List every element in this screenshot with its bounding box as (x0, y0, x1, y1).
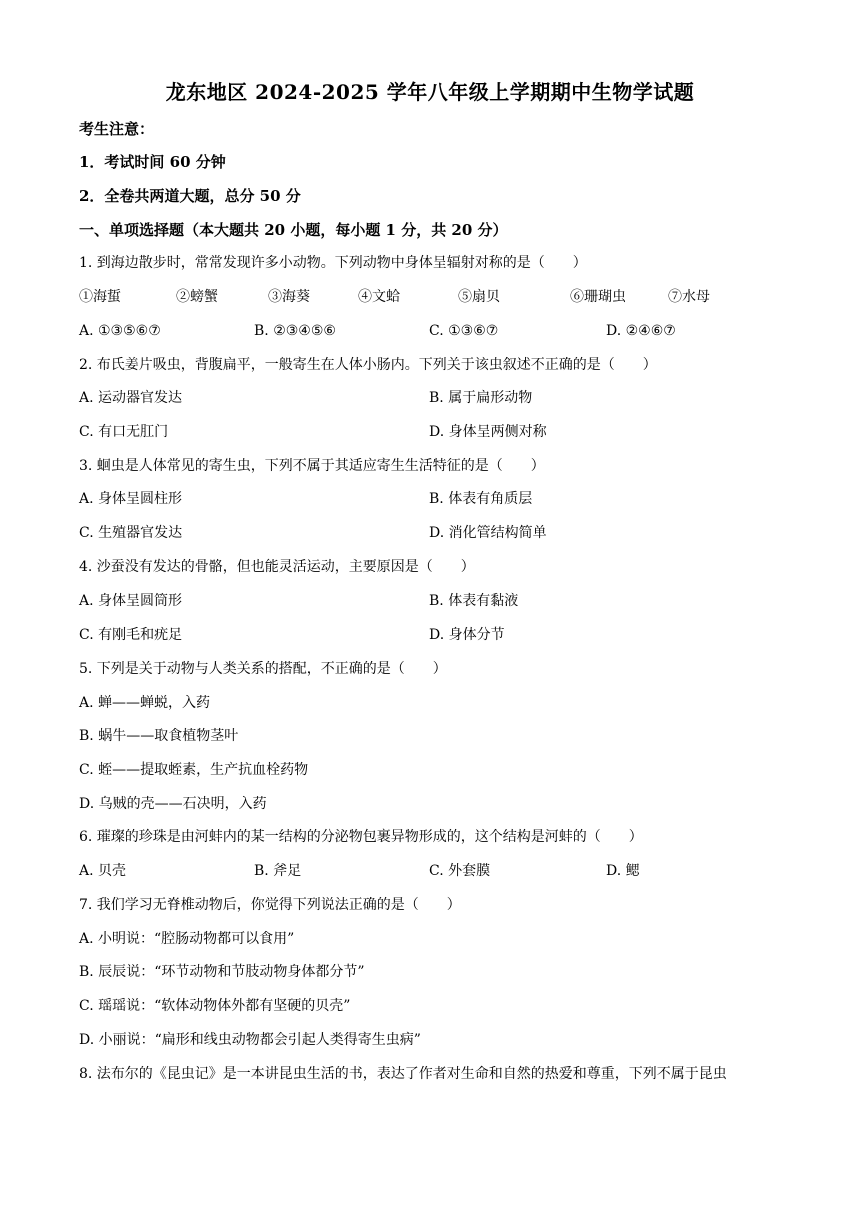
q5-option-b: B. 蜗牛——取食植物茎叶 (79, 728, 239, 744)
question-4-stem: 4. 沙蚕没有发达的骨骼，但也能灵活运动，主要原因是（ ） (79, 559, 475, 575)
q1-item-5: ⑤扇贝 (458, 289, 500, 305)
q2-option-c: C. 有口无肛门 (79, 424, 169, 440)
notice-item-2: 2．全卷共两道大题，总分 50 分 (79, 187, 301, 205)
question-3-stem: 3. 蛔虫是人体常见的寄生虫，下列不属于其适应寄生生活特征的是（ ） (79, 458, 545, 474)
question-6-stem: 6. 璀璨的珍珠是由河蚌内的某一结构的分泌物包裹异物形成的，这个结构是河蚌的（ ） (79, 829, 643, 845)
q5-option-c: C. 蛭——提取蛭素，生产抗血栓药物 (79, 762, 309, 778)
q3-option-a: A. 身体呈圆柱形 (79, 491, 183, 507)
q6-option-c: C. 外套膜 (429, 863, 491, 879)
q1-option-a: A. ①③⑤⑥⑦ (79, 323, 161, 339)
question-1-stem: 1. 到海边散步时，常常发现许多小动物。下列动物中身体呈辐射对称的是（ ） (79, 255, 587, 271)
q1-option-b: B. ②③④⑤⑥ (254, 323, 336, 339)
q1-item-6: ⑥珊瑚虫 (570, 289, 626, 305)
question-5-stem: 5. 下列是关于动物与人类关系的搭配，不正确的是（ ） (79, 661, 447, 677)
q1-item-1: ①海蜇 (79, 289, 121, 305)
q3-option-c: C. 生殖器官发达 (79, 525, 183, 541)
q1-item-2: ②螃蟹 (176, 289, 218, 305)
q3-option-b: B. 体表有角质层 (429, 491, 533, 507)
q1-option-d: D. ②④⑥⑦ (606, 323, 676, 339)
q3-option-d: D. 消化管结构简单 (429, 525, 547, 541)
q6-option-b: B. 斧足 (254, 863, 302, 879)
q4-option-a: A. 身体呈圆筒形 (79, 593, 183, 609)
question-8-stem: 8. 法布尔的《昆虫记》是一本讲昆虫生活的书，表达了作者对生命和自然的热爱和尊重，下列不属于昆虫 (79, 1066, 727, 1082)
q4-option-b: B. 体表有黏液 (429, 593, 519, 609)
q4-option-c: C. 有刚毛和疣足 (79, 627, 183, 643)
q6-option-a: A. 贝壳 (79, 863, 127, 879)
q7-option-a: A. 小明说：“腔肠动物都可以食用” (79, 931, 295, 947)
q1-option-c: C. ①③⑥⑦ (429, 323, 499, 339)
q2-option-b: B. 属于扁形动物 (429, 390, 533, 406)
q6-option-d: D. 鳃 (606, 863, 640, 879)
q2-option-d: D. 身体呈两侧对称 (429, 424, 547, 440)
q4-option-d: D. 身体分节 (429, 627, 505, 643)
q7-option-b: B. 辰辰说：“环节动物和节肢动物身体都分节” (79, 964, 365, 980)
notice-heading: 考生注意： (79, 120, 155, 138)
section-heading-1: 一、单项选择题（本大题共 20 小题，每小题 1 分，共 20 分） (79, 221, 508, 239)
q1-item-3: ③海葵 (268, 289, 310, 305)
q7-option-d: D. 小丽说：“扁形和线虫动物都会引起人类得寄生虫病” (79, 1032, 421, 1048)
q5-option-d: D. 乌贼的壳——石决明，入药 (79, 796, 267, 812)
q1-item-4: ④文蛤 (358, 289, 400, 305)
q1-item-7: ⑦水母 (668, 289, 710, 305)
question-2-stem: 2. 布氏姜片吸虫，背腹扁平，一般寄生在人体小肠内。下列关于该虫叙述不正确的是（ ） (79, 357, 657, 373)
q2-option-a: A. 运动器官发达 (79, 390, 183, 406)
q7-option-c: C. 瑶瑶说：“软体动物体外都有坚硬的贝壳” (79, 998, 351, 1014)
notice-item-1: 1．考试时间 60 分钟 (79, 153, 226, 171)
q5-option-a: A. 蝉——蝉蜕，入药 (79, 695, 211, 711)
exam-title: 龙东地区 2024-2025 学年八年级上学期期中生物学试题 (165, 80, 695, 104)
question-7-stem: 7. 我们学习无脊椎动物后，你觉得下列说法正确的是（ ） (79, 897, 461, 913)
